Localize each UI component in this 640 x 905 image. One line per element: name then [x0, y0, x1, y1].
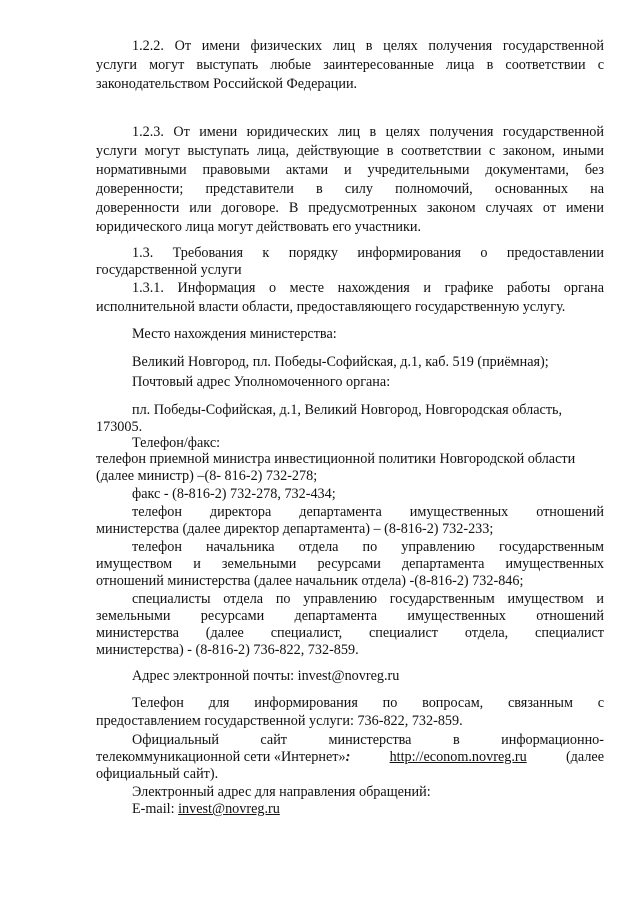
paragraph-1-2-2-line-3: законодательством Российской Федерации. [96, 76, 358, 92]
paragraph-1-2-3-line-5: доверенности или договоре. В предусмотренных законом случаях от имени [96, 200, 604, 216]
website-line-2 [96, 748, 604, 766]
head-phone-line-2: имуществом и земельными ресурсами департамента имущественных [96, 556, 604, 572]
head-phone-line-3: отношений министерства (далее начальник отдела) -(8-816-2) 732-846; [96, 573, 524, 589]
director-phone-line-2: министерства (далее директор департамента) – (8-816-2) 732-233; [96, 521, 494, 537]
website-line-2-prefix: телекоммуникационной сети «Интернет»: [96, 749, 351, 765]
paragraph-1-2-3-line-3: нормативными правовыми актами и учредительными документами, без [96, 162, 604, 178]
website-link[interactable]: http://econom.novreg.ru [389, 749, 527, 765]
fax-line: факс - (8-816-2) 732-278, 732-434; [132, 486, 336, 502]
paragraph-1-2-2-line-2: услуги могут выступать любые заинтересованные лица в соответствии с [96, 57, 604, 73]
minister-phone-line-1: телефон приемной министра инвестиционной политики Новгородской области [96, 451, 576, 467]
specialists-line-1: специалисты отдела по управлению государственным имуществом и [132, 591, 604, 607]
email-address-line: Адрес электронной почты: invest@novreg.ru [132, 668, 400, 684]
postal-address-line-2: 173005. [96, 419, 143, 435]
paragraph-1-2-3-line-4: доверенности; представители в силу полномочий, основанных на [96, 181, 604, 197]
website-line-3: официальный сайт). [96, 766, 219, 782]
head-phone-line-1: телефон начальника отдела по управлению государственным [132, 539, 604, 555]
postal-address-line-1: пл. Победы-Софийская, д.1, Великий Новгород, Новгородская область, [132, 402, 563, 418]
director-phone-line-1: телефон директора департамента имущественных отношений [132, 504, 604, 520]
info-phone-line-2: предоставлением государственной услуги: 736-822, 732-859. [96, 713, 463, 729]
postal-label: Почтовый адрес Уполномоченного органа: [132, 374, 391, 390]
specialists-line-2: земельными ресурсами департамента имущественных отношений [96, 608, 604, 624]
specialists-line-4: министерства) - (8-816-2) 736-822, 732-859. [96, 642, 359, 658]
website-line-1: Официальный сайт министерства в информационно- [132, 732, 604, 748]
paragraph-1-3-1-line-2: исполнительной власти области, предоставляющего государственную услугу. [96, 299, 566, 315]
paragraph-1-2-3-line-2: услуги могут выступать лица, действующие в соответствии с законом, иными [96, 143, 604, 159]
email-prefix: E-mail: [132, 801, 175, 817]
specialists-line-3: министерства (далее специалист, специалист отдела, специалист [96, 625, 604, 641]
paragraph-1-3-1-line-1: 1.3.1. Информация о месте нахождения и графике работы органа [132, 280, 604, 296]
location-label: Место нахождения министерства: [132, 326, 337, 342]
minister-phone-line-2: (далее министр) –(8- 816-2) 732-278; [96, 468, 318, 484]
location-value: Великий Новгород, пл. Победы-Софийская, д.1, каб. 519 (приёмная); [132, 354, 549, 370]
paragraph-1-2-3-line-6: юридического лица могут действовать его участники. [96, 219, 421, 235]
section-1-3-heading-line-1: 1.3. Требования к порядку информирования о предоставлении [132, 245, 604, 261]
website-line-2-suffix: (далее [565, 749, 604, 765]
paragraph-1-2-2-line-1: 1.2.2. От имени физических лиц в целях получения государственной [132, 38, 604, 54]
paragraph-1-2-3-line-1: 1.2.3. От имени юридических лиц в целях получения государственной [132, 124, 604, 140]
appeals-email-line [132, 800, 604, 818]
appeals-email-link[interactable]: invest@novreg.ru [178, 801, 280, 817]
phone-fax-label: Телефон/факс: [132, 435, 221, 451]
appeals-label: Электронный адрес для направления обращений: [132, 784, 431, 800]
section-1-3-heading-line-2: государственной услуги [96, 262, 242, 278]
info-phone-line-1: Телефон для информирования по вопросам, связанным с [132, 695, 604, 711]
